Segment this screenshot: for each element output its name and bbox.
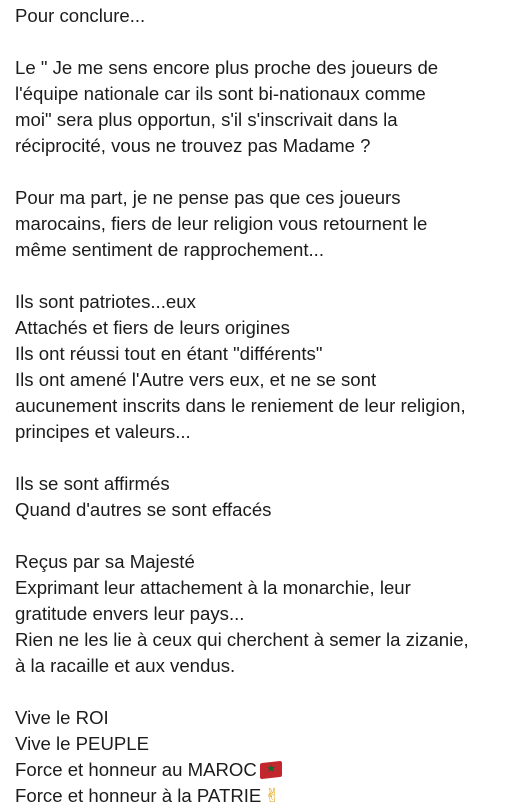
blank-line [15,445,510,471]
text-line: moi" sera plus opportun, s'il s'inscrivait dans la [15,109,398,130]
text-line: Attachés et fiers de leurs origines [15,317,290,338]
text-line: Ils sont patriotes...eux [15,291,196,312]
blank-line [15,523,510,549]
text-line: gratitude envers leur pays... [15,603,245,624]
text-line: Quand d'autres se sont effacés [15,499,272,520]
blank-line [15,679,510,705]
text-line: Ils ont réussi tout en étant "différents" [15,343,323,364]
morocco-flag-icon [260,761,282,779]
text-line: Ils ont amené l'Autre vers eux, et ne se sont [15,369,377,390]
text-line: Le " Je me sens encore plus proche des joueurs de [15,57,439,78]
flag-line [15,757,510,783]
text-line: Force et honneur à la PATRIE [15,785,262,806]
victory-line [15,783,510,809]
blank-line [15,263,510,289]
text-line: Force et honneur au MAROC [15,759,257,780]
text-line: l'équipe nationale car ils sont bi-nationaux comme [15,83,426,104]
text-line: Ils se sont affirmés [15,473,170,494]
text-line: Vive le ROI [15,707,109,728]
text-line: aucunement inscrits dans le reniement de leur religion, [15,395,466,416]
text-line: principes et valeurs... [15,421,191,442]
text-line: Rien ne les lie à ceux qui cherchent à semer la zizanie, [15,629,469,650]
text-line: marocains, fiers de leur religion vous retournent le [15,213,428,234]
blank-line [15,159,510,185]
blank-line [15,29,510,55]
text-line: Reçus par sa Majesté [15,551,195,572]
text-line: même sentiment de rapprochement... [15,239,325,260]
text-line: Exprimant leur attachement à la monarchie, leur [15,577,411,598]
text-line: Vive le PEUPLE [15,733,150,754]
text-line: à la racaille et aux vendus. [15,655,236,676]
text-line: Pour conclure... [15,5,146,26]
post-text [15,3,510,809]
victory-hand-icon: ✌ [264,785,281,807]
text-line: réciprocité, vous ne trouvez pas Madame ? [15,135,371,156]
text-line: Pour ma part, je ne pense pas que ces joueurs [15,187,401,208]
